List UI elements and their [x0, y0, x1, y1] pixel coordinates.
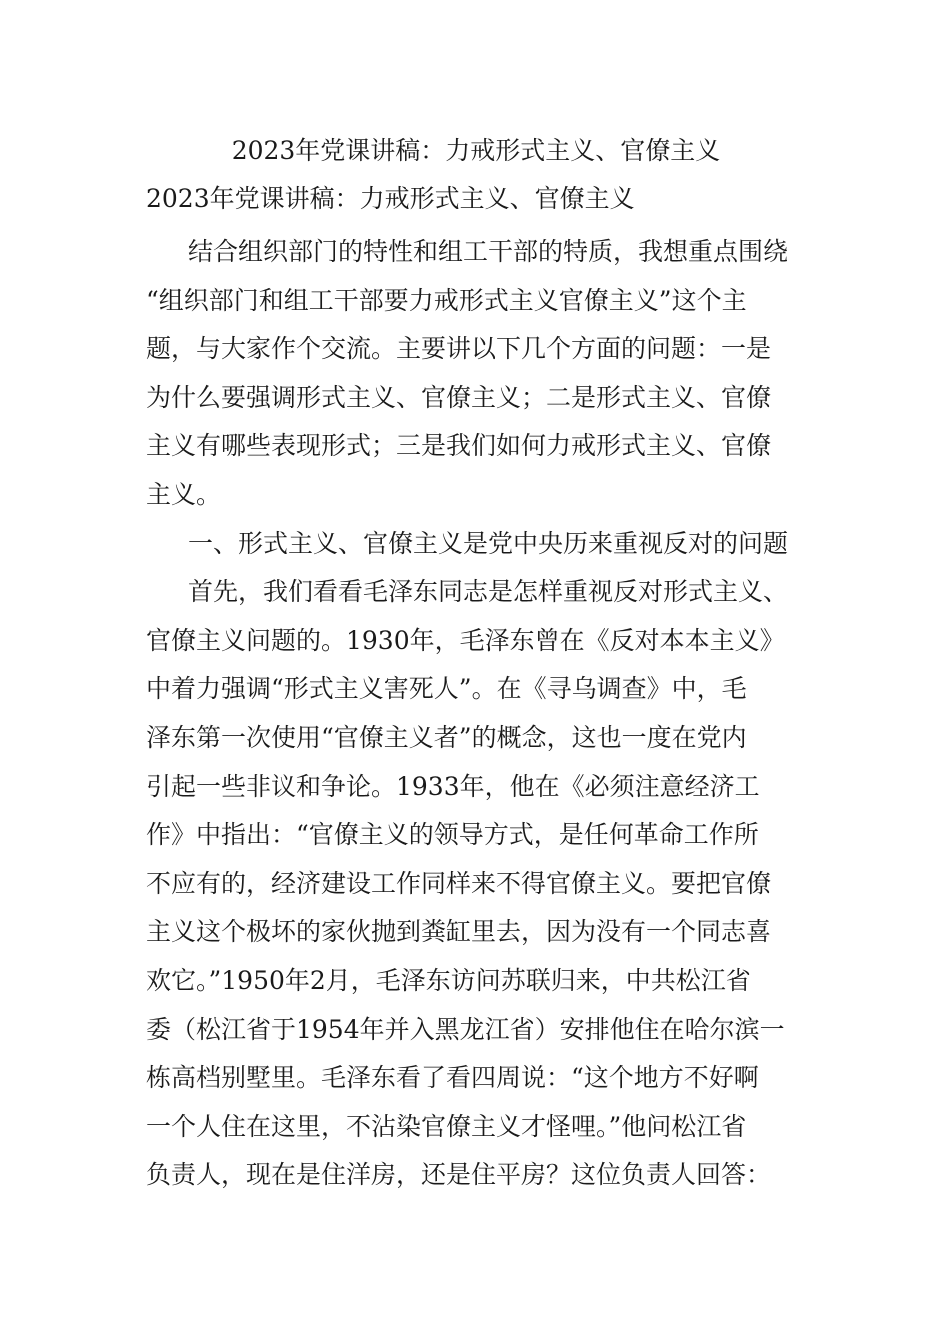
paragraph-line: 首先，我们看看毛泽东同志是怎样重视反对形式主义、 — [188, 577, 789, 607]
paragraph-line: 泽东第一次使用“官僚主义者”的概念，这也一度在党内 — [146, 722, 747, 752]
document-body — [146, 228, 806, 1200]
document-title-centered: 2023年党课讲稿：力戒形式主义、官僚主义 — [231, 136, 721, 165]
paragraph-line: “组织部门和组工干部要力戒形式主义官僚主义”这个主 — [146, 285, 747, 315]
paragraph-line: 负责人，现在是住洋房，还是住平房？这位负责人回答： — [146, 1160, 772, 1190]
section-heading: 一、形式主义、官僚主义是党中央历来重视反对的问题 — [188, 528, 789, 558]
paragraph-line: 中着力强调“形式主义害死人”。在《寻乌调查》中，毛 — [146, 674, 747, 704]
paragraph-line: 主义这个极坏的家伙抛到粪缸里去，因为没有一个同志喜 — [146, 917, 772, 947]
paragraph-line: 主义。 — [146, 479, 222, 509]
paragraph-line: 为什么要强调形式主义、官僚主义；二是形式主义、官僚 — [146, 382, 772, 412]
paragraph-line: 引起一些非议和争论。1933年，他在《必须注意经济工 — [146, 771, 760, 801]
document-title-repeated: 2023年党课讲稿：力戒形式主义、官僚主义 — [146, 184, 635, 213]
paragraph-line: 一个人住在这里，不沾染官僚主义才怪哩。”他问松江省 — [146, 1111, 747, 1141]
paragraph-line: 题，与大家作个交流。主要讲以下几个方面的问题：一是 — [146, 334, 772, 364]
paragraph-line: 欢它。”1950年2月，毛泽东访问苏联归来，中共松江省 — [146, 965, 751, 995]
paragraph-line: 不应有的，经济建设工作同样来不得官僚主义。要把官僚 — [146, 868, 772, 898]
paragraph-line: 栋高档别墅里。毛泽东看了看四周说：“这个地方不好啊 — [146, 1063, 759, 1093]
paragraph-line: 主义有哪些表现形式；三是我们如何力戒形式主义、官僚 — [146, 431, 772, 461]
paragraph-line: 结合组织部门的特性和组工干部的特质，我想重点围绕 — [188, 237, 789, 266]
paragraph-line: 官僚主义问题的。1930年，毛泽东曾在《反对本本主义》 — [146, 625, 785, 655]
paragraph-line: 委（松江省于1954年并入黑龙江省）安排他住在哈尔滨一 — [146, 1014, 785, 1044]
paragraph-line: 作》中指出：“官僚主义的领导方式，是任何革命工作所 — [146, 820, 759, 850]
